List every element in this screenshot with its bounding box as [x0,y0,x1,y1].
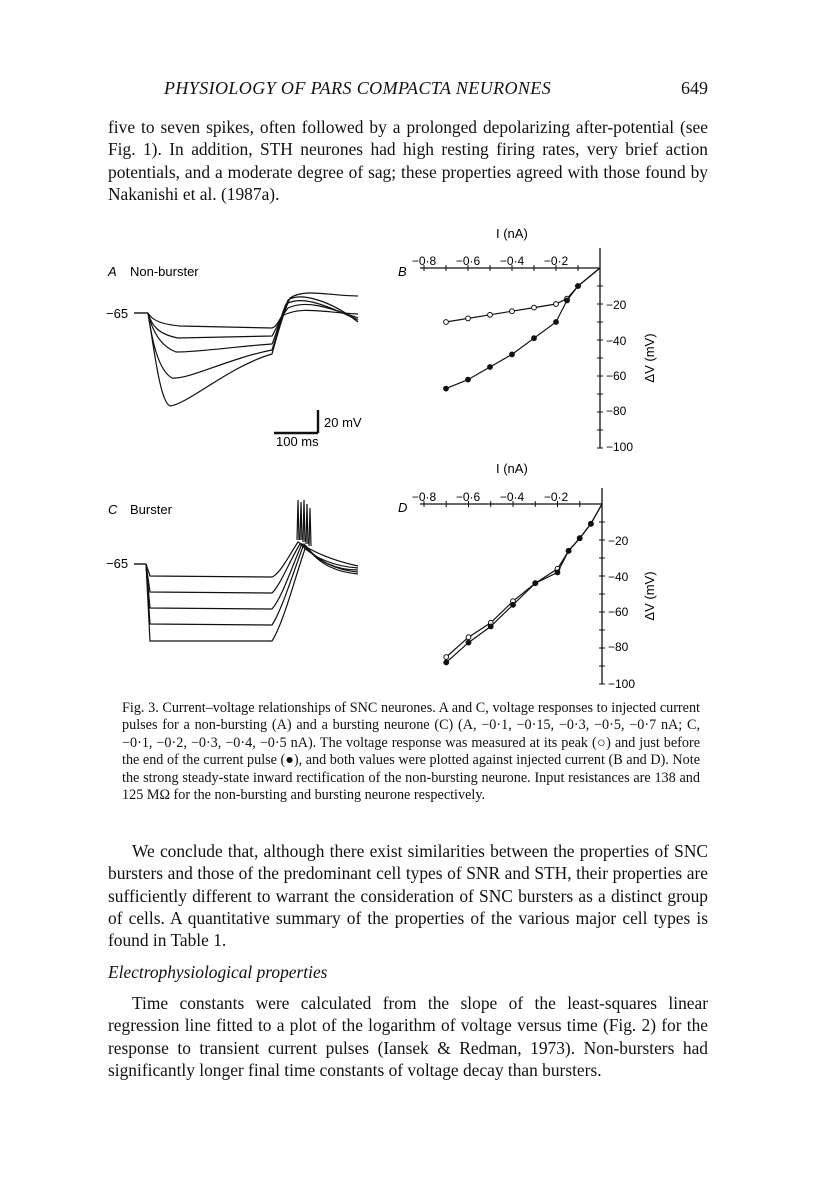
panel-a [106,264,358,406]
panel-b [398,226,657,454]
panel-d-y-tick: −20 [608,534,629,548]
section-heading: Electrophysiological properties [108,962,328,982]
panel-b-x-tick: −0·6 [455,254,481,268]
page-number: 649 [681,78,708,98]
panel-d-point-filled [488,624,493,629]
panel-d-point-filled [555,570,560,575]
panel-b-point-filled [565,298,570,303]
panel-a-resting-label: −65 [106,306,129,321]
panel-d-point-open [444,655,449,660]
panel-a-traces [148,293,358,406]
panel-d-point-filled [588,521,593,526]
panel-b-point-open [532,305,537,310]
panel-d-point-filled [533,581,538,586]
panel-d-letter: D [398,500,408,515]
panel-c-traces [146,500,358,641]
panel-d-y-tick: −40 [608,570,629,584]
panel-b-xlabel: I (nA) [496,226,528,241]
panel-b-y-tick: −100 [606,440,634,454]
panel-d-xlabel: I (nA) [496,461,528,476]
running-title: PHYSIOLOGY OF PARS COMPACTA NEURONES [164,78,552,98]
panel-d-plot [424,501,605,684]
paragraph-intro-text: five to seven spikes, often followed by a prolonged depolarizing after-potential (see Fig. 1). In addition, STH neurones had high resting firing rates, very brief action potentials, and a moderate degree of sag; these properties agreed with those found by Nakanishi et al. (1987a). [108,117,708,204]
panel-a-label: Non-burster [130,264,199,279]
panel-b-point-filled [510,352,515,357]
panel-b-point-open [444,320,449,325]
panel-d-point-filled [577,536,582,541]
panel-b-point-filled [576,284,581,289]
panel-a-letter: A [108,264,117,279]
panel-d-y-tick: −80 [608,640,629,654]
panel-b-point-filled [488,365,493,370]
scale-bar-voltage-label: 20 mV [324,415,362,430]
panel-b-series-line-open [446,268,600,322]
figure-caption [122,700,700,804]
panel-b-plot [424,265,603,448]
panel-c-letter: C [108,502,118,517]
panel-b-point-filled [532,336,537,341]
panel-c-resting-label: −65 [106,556,129,571]
panel-c [106,500,358,641]
panel-d [398,461,657,691]
panel-b-point-open [510,309,515,314]
figure-caption-text: Fig. 3. Current–voltage relationships of SNC neurones. A and C, voltage responses to injected current pulses for a non-bursting (A) and a bursting neurone (C) (A, −0·1, −0·15, −0·3, −0·5, −0·7 nA; C, −0·1, −0·2, −0·3, −0·4, −0·5 nA). The voltage response was measured at its peak (○) and just before the end of the current pulse (●), and both values were plotted against injected current (B and D). Note the strong steady-state inward rectification of the non-bursting neurone. Input resistances are 138 and 125 MΩ for the non-bursting and bursting neurone respectively. [122,700,700,804]
paragraph-time-constants-text: Time constants were calculated from the slope of the least-squares linear regression line fitted to a plot of the logarithm of voltage versus time (Fig. 2) for the response to transient current pulses (Iansek & Redman, 1973). Non-bursters had significantly longer final time constants of voltage decay than bursters. [108,993,708,1080]
panel-b-ylabel: ΔV (mV) [642,333,657,383]
panel-d-ylabel: ΔV (mV) [642,571,657,621]
panel-d-x-tick: −0·4 [499,490,525,504]
paragraph-time-constants [108,992,708,1081]
panel-d-point-filled [444,660,449,665]
panel-d-point-filled [511,602,516,607]
panel-b-point-open [466,316,471,321]
panel-d-series-line-open [446,504,602,657]
panel-b-x-tick: −0·8 [411,254,437,268]
panel-b-y-tick: −20 [606,298,627,312]
panel-b-y-tick: −60 [606,369,627,383]
panel-d-point-filled [566,548,571,553]
panel-d-x-tick: −0·8 [411,490,437,504]
panel-b-point-filled [466,377,471,382]
panel-c-label: Burster [130,502,172,517]
paragraph-conclusion-text: We conclude that, although there exist similarities between the properties of SNC bursters and those of the predominant cell types of SNR and STH, their properties are sufficiently different to warrant the consideration of SNC bursters as a distinct group of cells. A quantitative summary of the properties of the various major cell types is found in Table 1. [108,841,708,951]
panel-b-point-open [554,302,559,307]
panel-b-y-tick: −80 [606,404,627,418]
panel-b-point-filled [554,320,559,325]
panel-d-x-tick: −0·2 [543,490,569,504]
panel-b-letter: B [398,264,407,279]
panel-d-x-tick: −0·6 [455,490,481,504]
paragraph-conclusion [108,840,708,951]
panel-b-x-tick: −0·2 [543,254,569,268]
panel-d-y-tick: −100 [608,677,636,691]
panel-d-y-tick: −60 [608,605,629,619]
panel-d-point-open [466,635,471,640]
panel-b-y-tick: −40 [606,334,627,348]
scale-bar [274,410,362,449]
panel-b-point-open [488,312,493,317]
scale-bar-time-label: 100 ms [276,434,319,449]
panel-d-point-filled [466,640,471,645]
panel-b-x-tick: −0·4 [499,254,525,268]
panel-b-point-filled [444,386,449,391]
